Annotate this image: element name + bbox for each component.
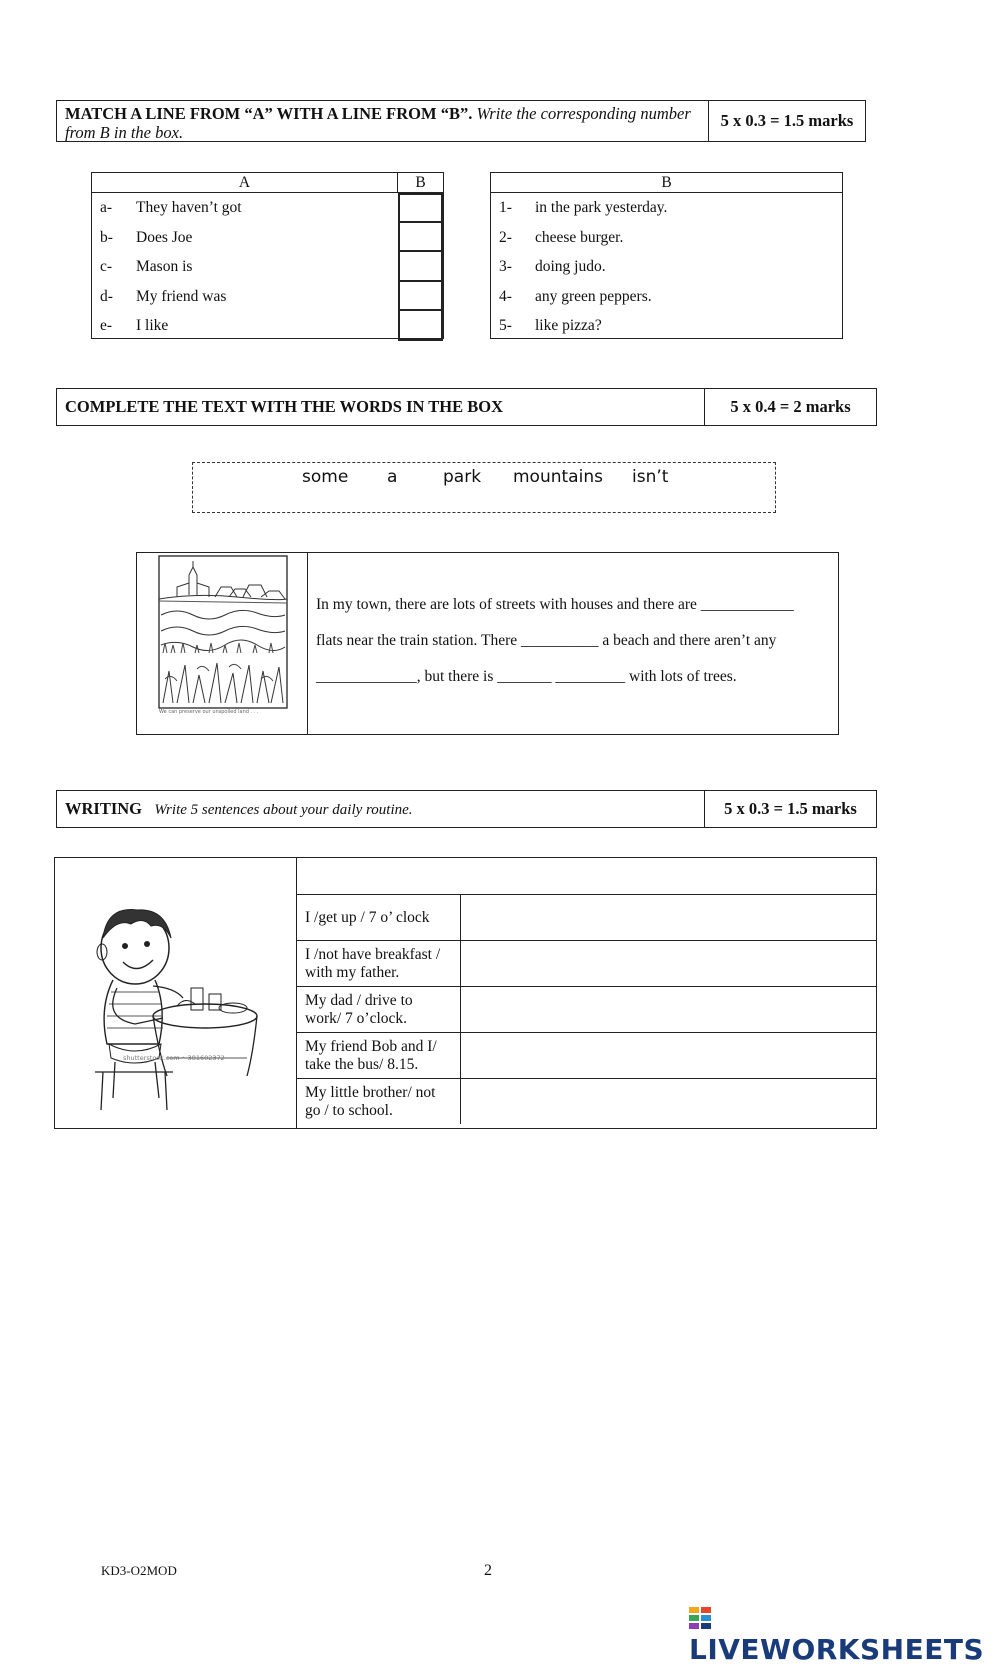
stock-caption: shutterstock.com • 381602372 xyxy=(123,1054,225,1062)
answer-field[interactable] xyxy=(461,1079,876,1124)
match-table-b xyxy=(490,172,843,339)
writing-row xyxy=(297,895,876,941)
answer-field[interactable] xyxy=(461,1033,876,1078)
word-park: park xyxy=(443,467,482,487)
writing-top-row xyxy=(297,858,876,895)
match-heading-italic: Write the corresponding number from B in the box. xyxy=(65,104,691,142)
match-row: e- I like xyxy=(92,311,443,341)
writing-prompt: My friend Bob and I/ take the bus/ 8.15. xyxy=(297,1033,461,1078)
complete-marks: 5 x 0.4 = 2 marks xyxy=(704,389,876,425)
writing-heading-bold: WRITING xyxy=(65,799,143,818)
gap-fill-text xyxy=(308,553,838,734)
word-a: a xyxy=(387,467,398,487)
match-row: d- My friend was xyxy=(92,282,443,312)
match-option: 5- like pizza? xyxy=(499,317,602,334)
complete-heading: COMPLETE THE TEXT WITH THE WORDS IN THE BOX xyxy=(65,397,503,416)
logo-text: LIVEWORKSHEETS xyxy=(689,1633,985,1666)
answer-field[interactable] xyxy=(461,895,876,940)
writing-heading-italic: Write 5 sentences about your daily routine. xyxy=(154,802,413,818)
liveworksheets-logo xyxy=(689,1600,1000,1666)
writing-instructions xyxy=(57,791,704,827)
writing-grid xyxy=(297,858,876,1128)
writing-table xyxy=(54,857,877,1129)
word-isnt: isn’t xyxy=(632,467,669,487)
writing-marks: 5 x 0.3 = 1.5 marks xyxy=(704,791,876,827)
column-b-header: B xyxy=(397,173,443,192)
word-mountains: mountains xyxy=(513,467,603,487)
complete-header xyxy=(56,388,877,426)
answer-field[interactable] xyxy=(461,987,876,1032)
answer-box[interactable] xyxy=(398,282,443,312)
match-row: b- Does Joe xyxy=(92,223,443,253)
match-row: a- They haven’t got xyxy=(92,193,443,223)
writing-prompt: I /not have breakfast / with my father. xyxy=(297,941,461,986)
writing-row xyxy=(297,987,876,1033)
boy-picture xyxy=(55,858,297,1128)
text-line-2: flats near the train station. There __________ a beach and there aren’t any xyxy=(316,632,777,649)
match-header xyxy=(56,100,866,142)
text-line-3: _____________, but there is _______ _________ with lots of trees. xyxy=(316,668,737,685)
boy-eating-illustration xyxy=(55,858,296,1130)
writing-row xyxy=(297,1033,876,1079)
town-picture xyxy=(137,553,308,734)
answer-box[interactable] xyxy=(398,252,443,282)
match-instructions xyxy=(57,101,708,141)
match-heading-bold: MATCH A LINE FROM “A” WITH A LINE FROM “B”. xyxy=(65,104,473,123)
a-rows xyxy=(92,193,443,341)
match-option: 4- any green peppers. xyxy=(499,287,652,305)
page-number: 2 xyxy=(484,1562,492,1579)
column-a-header: A xyxy=(238,174,251,191)
writing-prompt: My little brother/ not go / to school. xyxy=(297,1079,461,1124)
match-marks: 5 x 0.3 = 1.5 marks xyxy=(708,101,865,141)
match-option: 2- cheese burger. xyxy=(499,228,624,246)
writing-prompt: My dad / drive to work/ 7 o’clock. xyxy=(297,987,461,1032)
word-some: some xyxy=(302,467,349,487)
answer-field[interactable] xyxy=(461,941,876,986)
answer-box[interactable] xyxy=(398,223,443,253)
match-table-a xyxy=(91,172,444,339)
match-option: 1- in the park yesterday. xyxy=(499,199,668,216)
writing-header xyxy=(56,790,877,828)
writing-prompt: I /get up / 7 o’ clock xyxy=(297,895,461,940)
match-option: 3- doing judo. xyxy=(499,258,606,275)
complete-text-box xyxy=(136,552,839,735)
writing-row xyxy=(297,1079,876,1124)
word-box xyxy=(192,462,776,513)
writing-row xyxy=(297,941,876,987)
match-row: c- Mason is xyxy=(92,252,443,282)
picture-caption: We can preserve our unspoiled land . . . xyxy=(159,709,259,715)
answer-box[interactable] xyxy=(398,311,443,341)
answer-box[interactable] xyxy=(398,193,443,223)
logo-blocks-icon xyxy=(689,1607,711,1629)
footer-code: KD3-O2MOD xyxy=(101,1563,177,1578)
text-line-1: In my town, there are lots of streets with houses and there are ____________ xyxy=(316,596,794,613)
b-table-header: B xyxy=(661,174,672,191)
